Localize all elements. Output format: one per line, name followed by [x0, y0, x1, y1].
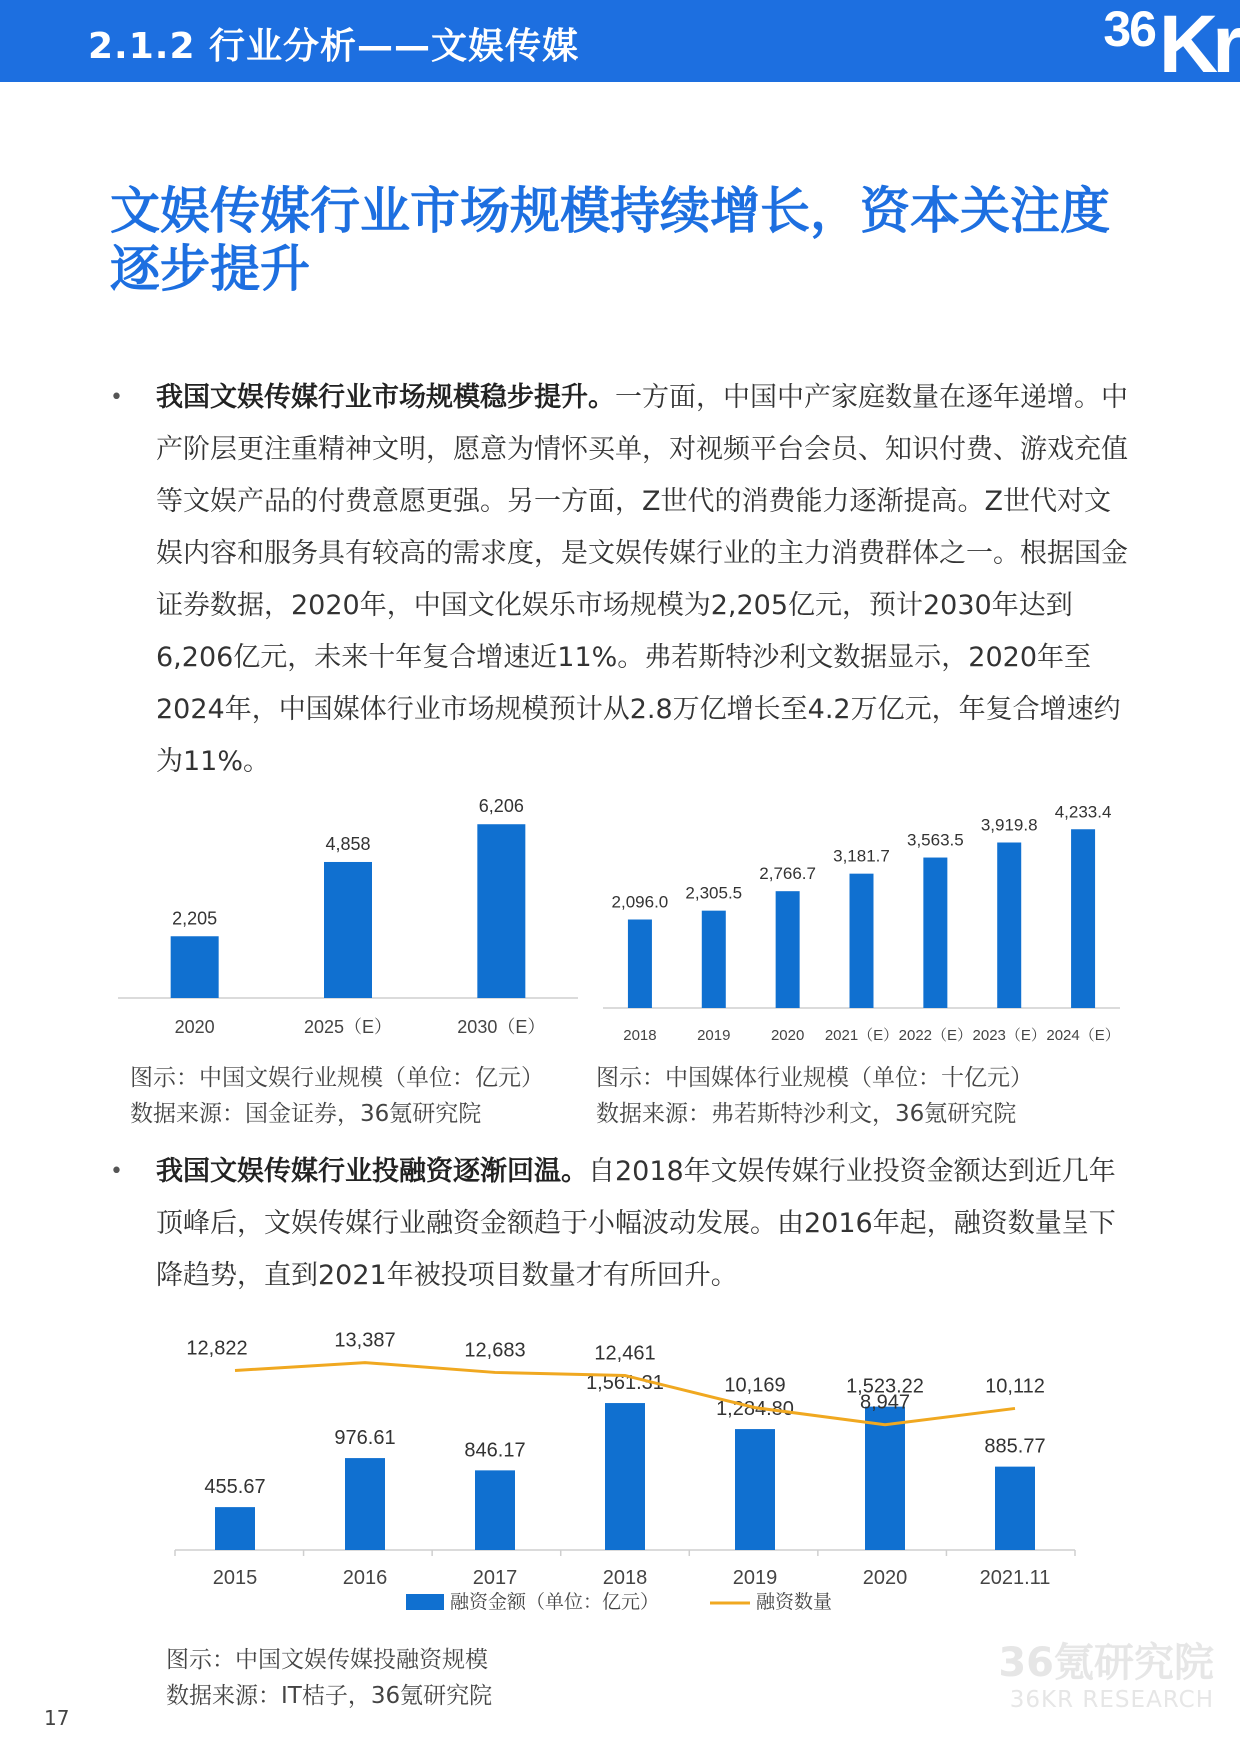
bar — [215, 1507, 255, 1550]
chart-1-svg — [118, 780, 578, 1050]
bar-value-label: 3,919.8 — [980, 815, 1038, 835]
x-tick-label: 2022（E） — [898, 1027, 973, 1044]
chart-1-caption — [130, 1060, 544, 1132]
bar — [702, 911, 726, 1008]
line-value-label: 12,822 — [186, 1337, 248, 1360]
chart-3-title: 图示：中国文娱传媒投融资规模 — [166, 1647, 488, 1673]
line-value-label: 12,461 — [594, 1342, 656, 1365]
bar — [735, 1429, 775, 1550]
bar — [865, 1407, 905, 1550]
brand-logo — [1080, 0, 1240, 90]
bar-value-label: 3,563.5 — [906, 830, 964, 850]
x-tick-label: 2024（E） — [1046, 1027, 1120, 1044]
line-value-label: 10,169 — [724, 1374, 786, 1397]
line-value-label: 13,387 — [334, 1329, 396, 1352]
bar-value-label: 2,305.5 — [685, 883, 743, 903]
bar — [345, 1458, 385, 1550]
paragraph-text: 自2018年文娱传媒行业投资金额达到近几年顶峰后，文娱传媒行业融资金额趋于小幅波动发展。由2016年起，融资数量呈下降趋势，直到2021年被投项目数量才有所回升。 — [156, 1156, 1116, 1291]
header-bar — [0, 0, 1240, 90]
chart-3-source: 数据来源：IT桔子，36氪研究院 — [166, 1683, 493, 1709]
bar-value-label: 1,284.80 — [716, 1398, 794, 1421]
x-tick-label: 2020 — [174, 1017, 215, 1037]
bar — [171, 936, 219, 998]
legend-bar-swatch — [406, 1594, 444, 1610]
bar — [475, 1470, 515, 1550]
page-heading: 文娱传媒行业市场规模持续增长，资本关注度逐步提升 — [110, 182, 1110, 298]
x-tick-label: 2023（E） — [972, 1027, 1046, 1044]
bar-value-label: 885.77 — [984, 1435, 1046, 1458]
chart-3-caption — [166, 1642, 492, 1714]
bar-value-label: 2,766.7 — [759, 864, 817, 884]
chart-1-title: 图示：中国文娱行业规模（单位：亿元） — [130, 1065, 544, 1091]
bar-value-label: 4,858 — [325, 833, 371, 854]
x-tick-label: 2018 — [623, 1027, 657, 1044]
chart-investment-financing — [170, 1325, 1090, 1625]
bar — [923, 858, 947, 1008]
chart-2-svg — [603, 790, 1120, 1052]
page-number: 17 — [44, 1706, 70, 1730]
bar — [995, 1467, 1035, 1550]
x-tick-label: 2016 — [342, 1567, 388, 1589]
paragraph-lead: 我国文娱传媒行业投融资逐渐回温。 — [156, 1156, 588, 1187]
bar-value-label: 455.67 — [204, 1476, 266, 1499]
bar — [776, 891, 800, 1008]
section-title: 2.1.2 行业分析——文娱传媒 — [88, 26, 580, 67]
chart-2-title: 图示：中国媒体行业规模（单位：十亿元） — [596, 1065, 1033, 1091]
chart-2-caption — [596, 1060, 1033, 1132]
bar — [997, 842, 1021, 1008]
line-value-label: 10,112 — [985, 1375, 1045, 1398]
x-tick-label: 2019 — [732, 1567, 778, 1589]
x-tick-label: 2015 — [212, 1567, 258, 1589]
chart-media-market-size — [603, 790, 1120, 1052]
bar — [605, 1403, 645, 1550]
paragraph-body — [156, 372, 1132, 788]
bar — [324, 862, 372, 998]
paragraph-body — [156, 1146, 1132, 1302]
watermark-cn: 36氪研究院 — [998, 1640, 1214, 1686]
bar-value-label: 976.61 — [334, 1427, 396, 1450]
x-tick-label: 2018 — [602, 1567, 648, 1589]
bar — [628, 920, 652, 1008]
bar — [850, 874, 874, 1008]
bar-value-label: 846.17 — [464, 1439, 526, 1462]
bar-value-label: 3,181.7 — [833, 846, 890, 866]
chart-3-svg — [170, 1325, 1090, 1625]
x-tick-label: 2020 — [862, 1567, 908, 1589]
legend-line-label: 融资数量 — [756, 1592, 833, 1613]
logo-36-text: 36 — [1103, 1, 1155, 57]
x-tick-label: 2017 — [472, 1567, 518, 1589]
bullet-dot: • — [110, 385, 123, 410]
bar-value-label: 1,523.22 — [846, 1375, 924, 1398]
paragraph-text: 一方面，中国中产家庭数量在逐年递增。中产阶层更注重精神文明，愿意为情怀买单，对视频平台会员、知识付费、游戏充值等文娱产品的付费意愿更强。另一方面，Z世代的消费能力逐渐提高。Z世代对文娱内容和服务具有较高的需求度，是文娱传媒行业的主力消费群体之一。根据国金证券数据，2020年，中国文化娱乐市场规模为2,205亿元，预计2030年达到6,206亿元，未来十年复合增速近11%。弗若斯特沙利文数据显示，2020年至2024年，中国媒体行业市场规模预计从2.8万亿增长至4.2万亿元，年复合增速约为11%。 — [156, 382, 1128, 777]
paragraph-lead: 我国文娱传媒行业市场规模稳步提升。 — [156, 382, 615, 413]
bar — [1071, 829, 1095, 1008]
bar-value-label: 6,206 — [478, 796, 524, 817]
x-tick-label: 2030（E） — [457, 1017, 546, 1037]
x-tick-label: 2021（E） — [824, 1027, 899, 1044]
bar — [477, 824, 525, 998]
watermark-en: 36KR RESEARCH — [1009, 1687, 1214, 1713]
x-tick-label: 2025（E） — [303, 1017, 393, 1037]
x-tick-label: 2019 — [697, 1027, 731, 1044]
chart-2-source: 数据来源：弗若斯特沙利文，36氪研究院 — [596, 1101, 1017, 1127]
logo-kr-text: Kr — [1158, 0, 1238, 90]
paragraph-investment — [110, 1146, 1132, 1302]
bar-value-label: 1,561.31 — [586, 1372, 664, 1395]
watermark — [998, 1640, 1214, 1714]
x-tick-label: 2021.11 — [979, 1567, 1051, 1589]
chart-1-source: 数据来源：国金证券，36氪研究院 — [130, 1101, 482, 1127]
line-value-label: 8,947 — [859, 1391, 911, 1414]
bar-value-label: 2,205 — [172, 908, 218, 929]
bar-value-label: 2,096.0 — [611, 892, 669, 912]
legend-bar-label: 融资金额（单位：亿元） — [450, 1592, 660, 1613]
bar-value-label: 4,233.4 — [1054, 802, 1112, 822]
x-tick-label: 2020 — [770, 1027, 805, 1044]
bullet-dot: • — [110, 1159, 123, 1184]
paragraph-market-size — [110, 372, 1132, 788]
line-value-label: 12,683 — [464, 1339, 526, 1362]
chart-entertainment-market-size — [118, 780, 578, 1050]
